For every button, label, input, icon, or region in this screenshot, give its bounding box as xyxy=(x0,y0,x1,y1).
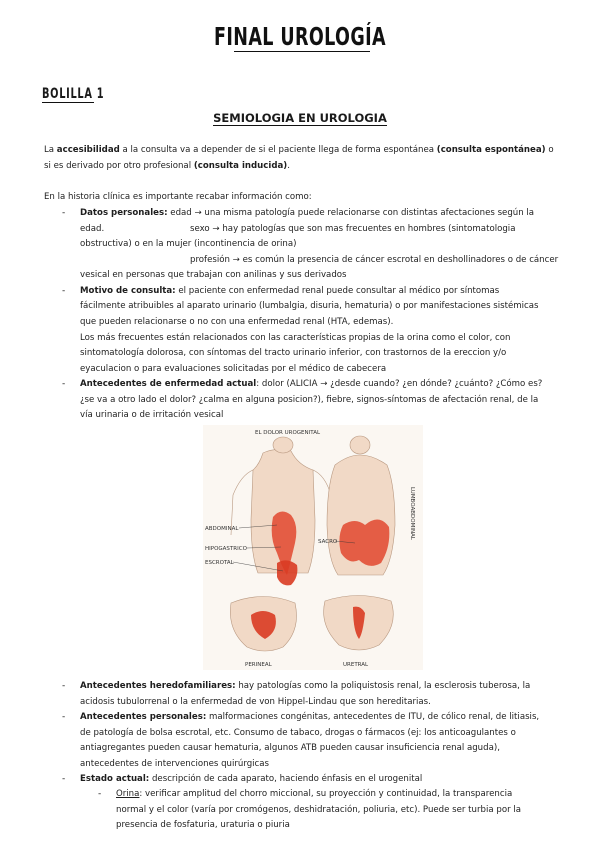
label-lumboabdominal: LUMBOABDOMINAL xyxy=(409,487,415,540)
label-perineal: PERINEAL xyxy=(245,662,272,668)
motivo-line-1: Motivo de consulta: el paciente con enfermedad renal puede consultar al médico por síntomas xyxy=(80,286,500,296)
label-uretral: URETRAL xyxy=(343,662,369,668)
personales-line-1: Antecedentes personales: malformaciones congénitas, antecedentes de ITU, de cólico renal, de litiasis, xyxy=(80,712,540,722)
orina-line-3: presencia de fosfaturia, uraturia o piuria xyxy=(116,820,290,830)
title-underline xyxy=(234,51,370,52)
label-sacro: SACRO xyxy=(318,539,338,545)
orina-line-2: normal y el color (varía por cromógenos, deshidratación, poliuria, etc). Puede ser turbia por la xyxy=(116,805,522,815)
label-escrotal: ESCROTAL xyxy=(205,560,234,566)
intro-line-1: La accesibilidad a la consulta va a depender de si el paciente llega de forma espontánea (consulta espontánea) o xyxy=(44,145,554,155)
bullet-dash: - xyxy=(62,379,66,389)
bullet-dash: - xyxy=(62,774,66,784)
bolilla-underline xyxy=(42,102,94,103)
motivo-line-3: que pueden relacionarse o no con una enfermedad renal (HTA, edemas). xyxy=(80,317,394,327)
datos-line-5: vesical en personas que trabajan con anilinas y sus derivados xyxy=(80,270,347,280)
orina-line-1: Orina: verificar amplitud del chorro miccional, su proyección y continuidad, la transparencia xyxy=(116,789,513,799)
motivo-line-5: sintomatología dolorosa, con síntomas del tracto urinario inferior, con trastornos de la ereccion y/o xyxy=(80,348,507,358)
bullet-dash: - xyxy=(62,681,66,691)
antecedentes-enf-line-2: ¿se va a otro lado el dolor? ¿calma en alguna posicion?), fiebre, signos-síntomas de afectación renal, de la xyxy=(80,395,539,405)
bullet-dash: - xyxy=(62,712,66,722)
figure-heading: EL DOLOR UROGENITAL xyxy=(255,430,321,436)
page-title: FINAL UROLOGÍA xyxy=(213,22,387,51)
datos-line-1: Datos personales: edad → una misma patología puede relacionarse con distintas afectaciones según la xyxy=(80,208,535,218)
datos-line-2a: edad. xyxy=(80,224,105,234)
personales-line-4: antecedentes de intervenciones quirúrgicas xyxy=(80,759,270,769)
label-hipogastrico: HIPOGASTRICO xyxy=(205,546,247,552)
datos-line-3: obstructiva) o en la mujer (incontinencia de orina) xyxy=(80,239,297,249)
bolilla-heading: BOLILLA 1 xyxy=(42,86,105,102)
bullet-dash: - xyxy=(62,208,66,218)
urogenital-pain-figure xyxy=(203,425,423,670)
datos-line-2b: sexo → hay patologías que son mas frecuentes en hombres (sintomatologia xyxy=(190,224,516,234)
label-abdominal: ABDOMINAL xyxy=(205,526,239,532)
motivo-line-4: Los más frecuentes están relacionados con las características propias de la orina como el color, con xyxy=(80,333,511,343)
hc-intro: En la historia clínica es importante recabar información como: xyxy=(44,192,312,202)
antecedentes-enf-line-3: vía urinaria o de irritación vesical xyxy=(80,410,224,420)
heredo-line-2: acidosis tubulorrenal o la enfermedad de von Hippel-Lindau que son hereditarias. xyxy=(80,697,431,707)
motivo-line-2: fácilmente atribuibles al aparato urinario (lumbalgia, disuria, hematuria) o por manifestaciones sistémicas xyxy=(80,301,539,311)
personales-line-3: antiagregantes pueden causar hematuria, algunos ATB pueden causar insuficiencia renal aguda), xyxy=(80,743,500,753)
motivo-line-6: eyaculacion o para evaluaciones solicitadas por el médico de cabecera xyxy=(80,364,387,374)
datos-line-4: profesión → es común la presencia de cáncer escrotal en deshollinadores o de cáncer xyxy=(190,255,559,265)
intro-line-2: si es derivado por otro profesional (consulta inducida). xyxy=(44,161,290,171)
section-title: SEMIOLOGIA EN UROLOGIA xyxy=(213,111,387,125)
bullet-dash: - xyxy=(98,789,102,799)
antecedentes-enf-line-1: Antecedentes de enfermedad actual: dolor (ALICIA → ¿desde cuando? ¿en dónde? ¿cuánto? ¿Cómo es? xyxy=(80,379,543,389)
bullet-dash: - xyxy=(62,286,66,296)
personales-line-2: de patología de bolsa escrotal, etc. Consumo de tabaco, drogas o fármacos (ej: los anticoagulantes o xyxy=(80,728,516,738)
estado-line-1: Estado actual: descripción de cada aparato, haciendo énfasis en el urogenital xyxy=(80,774,423,784)
heredo-line-1: Antecedentes heredofamiliares: hay patologías como la poliquistosis renal, la esclerosis tuberosa, la xyxy=(80,681,531,691)
